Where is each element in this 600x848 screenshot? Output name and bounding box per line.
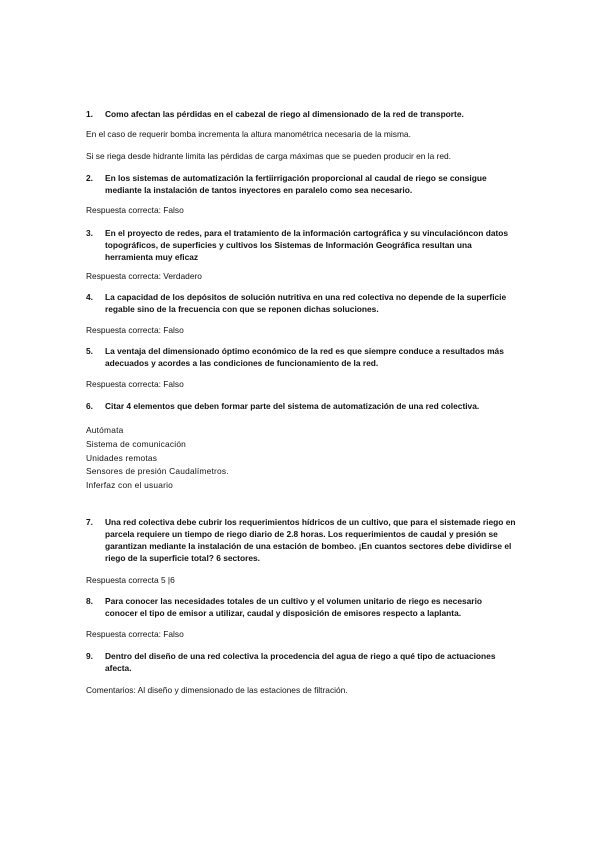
question-8 — [86, 595, 516, 619]
question-number: 4. — [86, 292, 93, 302]
list-item: Sistema de comunicación — [86, 438, 187, 449]
answer-1-line-2: Si se riega desde hidrante limita las pérdidas de carga máximas que se pueden producir en la red. — [86, 151, 451, 161]
question-6 — [86, 400, 516, 412]
question-3 — [86, 227, 516, 263]
list-item: Inferfaz con el usuario — [86, 480, 174, 491]
question-number: 7. — [86, 517, 93, 527]
question-7 — [86, 516, 516, 564]
question-number: 3. — [86, 228, 93, 238]
question-number: 9. — [86, 651, 93, 661]
question-2 — [86, 172, 516, 196]
answer-2: Respuesta correcta: Falso — [86, 205, 184, 215]
question-number: 8. — [86, 596, 93, 606]
question-text: Citar 4 elementos que deben formar parte del sistema de automatización de una red colectiva. — [105, 401, 480, 411]
answer-9: Comentarios: Al diseño y dimensionado de las estaciones de filtración. — [86, 685, 348, 695]
question-text: Dentro del diseño de una red colectiva la procedencia del agua de riego a qué tipo de actuaciones afecta. — [105, 651, 496, 673]
question-9 — [86, 650, 516, 674]
question-number: 5. — [86, 346, 93, 356]
list-item: Unidades remotas — [86, 452, 158, 463]
answer-8: Respuesta correcta: Falso — [86, 629, 184, 639]
question-5 — [86, 345, 516, 369]
answer-7: Respuesta correcta 5 |6 — [86, 575, 175, 585]
question-number: 2. — [86, 173, 93, 183]
question-number: 1. — [86, 109, 93, 119]
question-text: En los sistemas de automatización la fertiirrigación proporcional al caudal de riego se consigue mediante la instalación de tantos inyectores en paralelo como sea necesario. — [105, 173, 487, 195]
question-text: Una red colectiva debe cubrir los requerimientos hídricos de un cultivo, que para el sistemade riego en parcela requiere un tiempo de riego diario de 2.8 horas. Los requerimientos de caudal y presión se garantizan mediante la instalación de una estación de bombeo. ¡En cuantos sectores debe dividirse el riego de la superficie total? 6 sectores. — [105, 517, 516, 563]
list-item: Autómata — [86, 425, 124, 435]
answer-5: Respuesta correcta: Falso — [86, 379, 184, 389]
question-text: La capacidad de los depósitos de solución nutritiva en una red colectiva no depende de la superficie regable sino de la frecuencia con que se reponen dichas soluciones. — [105, 292, 507, 314]
answer-3: Respuesta correcta: Verdadero — [86, 271, 202, 281]
question-text: Como afectan las pérdidas en el cabezal de riego al dimensionado de la red de transporte. — [105, 109, 464, 119]
list-item: Sensores de presión Caudalímetros. — [86, 466, 229, 477]
question-text: Para conocer las necesidades totales de un cultivo y el volumen unitario de riego es necesario conocer el tipo de emisor a utilizar, caudal y disposición de emisores respecto a laplanta. — [105, 596, 483, 618]
question-4 — [86, 291, 516, 315]
answer-6-list — [86, 424, 386, 493]
answer-1-line-1: En el caso de requerir bomba incrementa la altura manométrica necesaria de la misma. — [86, 129, 411, 139]
question-text: En el proyecto de redes, para el tratamiento de la información cartográfica y su vinculacióncon datos topográficos, de superficies y cultivos los Sistemas de Información Geográfica resultan una herramienta muy eficaz — [105, 228, 509, 262]
question-number: 6. — [86, 401, 93, 411]
question-text: La ventaja del dimensionado óptimo económico de la red es que siempre conduce a resultados más adecuados y acordes a las condiciones de funcionamiento de la red. — [105, 346, 504, 368]
answer-4: Respuesta correcta: Falso — [86, 325, 184, 335]
question-1 — [86, 108, 516, 120]
